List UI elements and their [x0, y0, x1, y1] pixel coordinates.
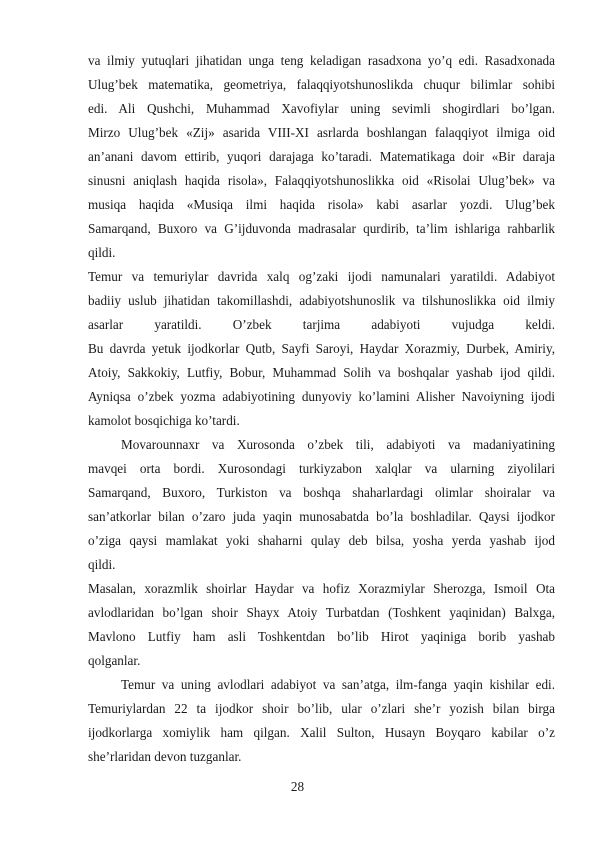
- text-line: Ulug’bek matematika, geometriya, falaqqiyotshunoslikda chuqur bilimlar sohibi: [88, 77, 555, 92]
- text-line: Samarqand, Buxoro, Turkiston va boshqa shaharlardagi olimlar shoiralar va: [88, 485, 555, 500]
- text-line: musiqa haqida «Musiqa ilmi haqida risola» kabi asarlar yozdi. Ulug’bek: [88, 197, 555, 212]
- text-line: Temur va temuriylar davrida xalq og’zaki ijodi namunalari yaratildi. Adabiyot: [88, 269, 555, 284]
- text-line: Mavlono Lutfiy ham asli Toshkentdan bo’lib Hirot yaqiniga borib yashab: [88, 629, 555, 644]
- text-line: Movarounnaxr va Xurosonda o’zbek tili, adabiyoti va madaniyatining: [121, 437, 555, 452]
- text-line: Samarqand, Buxoro va G’ijduvonda madrasalar qurdirib, ta’lim ishlariga rahbarlik: [88, 221, 555, 236]
- page-number: 28: [290, 779, 305, 794]
- text-line: o’ziga qaysi mamlakat yoki shaharni qulay deb bilsa, yosha yerda yashab ijod: [88, 533, 555, 548]
- text-line: Temur va uning avlodlari adabiyot va san’atga, ilm-fanga yaqin kishilar edi.: [121, 677, 555, 692]
- text-line: avlodlaridan bo’lgan shoir Shayx Atoiy Turbatdan (Toshkent yaqinidan) Balxga,: [88, 605, 555, 620]
- text-line: qildi.: [88, 557, 116, 572]
- text-line: kamolot bosqichiga ko’tardi.: [88, 413, 240, 428]
- text-line: Ayniqsa o’zbek yozma adabiyotining dunyoviy ko’lamini Alisher Navoiyning ijodi: [88, 389, 555, 404]
- text-line: va ilmiy yutuqlari jihatidan unga teng keladigan rasadxona yo’q edi. Rasadxonada: [88, 53, 555, 68]
- text-line: Temuriylardan 22 ta ijodkor shoir bo’lib, ular o’zlari she’r yozish bilan birga: [88, 701, 555, 716]
- text-line: Mirzo Ulug’bek «Zij» asarida VIII-XI asrlarda boshlangan falaqqiyot ilmiga oid: [88, 125, 555, 140]
- text-line: asarlar yaratildi. O’zbek tarjima adabiyoti vujudga keldi.: [88, 317, 555, 332]
- text-line: edi. Ali Qushchi, Muhammad Xavofiylar uning sevimli shogirdlari bo’lgan.: [88, 101, 555, 116]
- text-line: sinusni aniqlash haqida risola», Falaqqiyotshunoslikka oid «Risolai Ulug’bek» va: [88, 173, 555, 188]
- text-line: san’atkorlar bilan o’zaro juda yaqin munosabatda bo’la boshladilar. Qaysi ijodkor: [88, 509, 555, 524]
- text-line: she’rlaridan devon tuzganlar.: [88, 749, 242, 764]
- text-line: badiiy uslub jihatidan takomillashdi, adabiyotshunoslik va tilshunoslikka oid ilmiy: [88, 293, 555, 308]
- text-line: qildi.: [88, 245, 116, 260]
- text-line: Masalan, xorazmlik shoirlar Haydar va hofiz Xorazmiylar Sherozga, Ismoil Ota: [88, 581, 555, 596]
- text-line: an’anani davom ettirib, yuqori darajaga ko’taradi. Matematikaga doir «Bir daraja: [88, 149, 555, 164]
- text-line: Atoiy, Sakkokiy, Lutfiy, Bobur, Muhammad Solih va boshqalar yashab ijod qildi.: [88, 365, 555, 380]
- text-line: qolganlar.: [88, 653, 141, 668]
- body-text: [88, 49, 555, 769]
- text-line: Bu davrda yetuk ijodkorlar Qutb, Sayfi Saroyi, Haydar Xorazmiy, Durbek, Amiriy,: [88, 341, 555, 356]
- text-line: mavqei orta bordi. Xurosondagi turkiyzabon xalqlar va ularning ziyolilari: [88, 461, 555, 476]
- text-line: ijodkorlarga xomiylik ham qilgan. Xalil Sulton, Husayn Boyqaro kabilar o’z: [88, 725, 555, 740]
